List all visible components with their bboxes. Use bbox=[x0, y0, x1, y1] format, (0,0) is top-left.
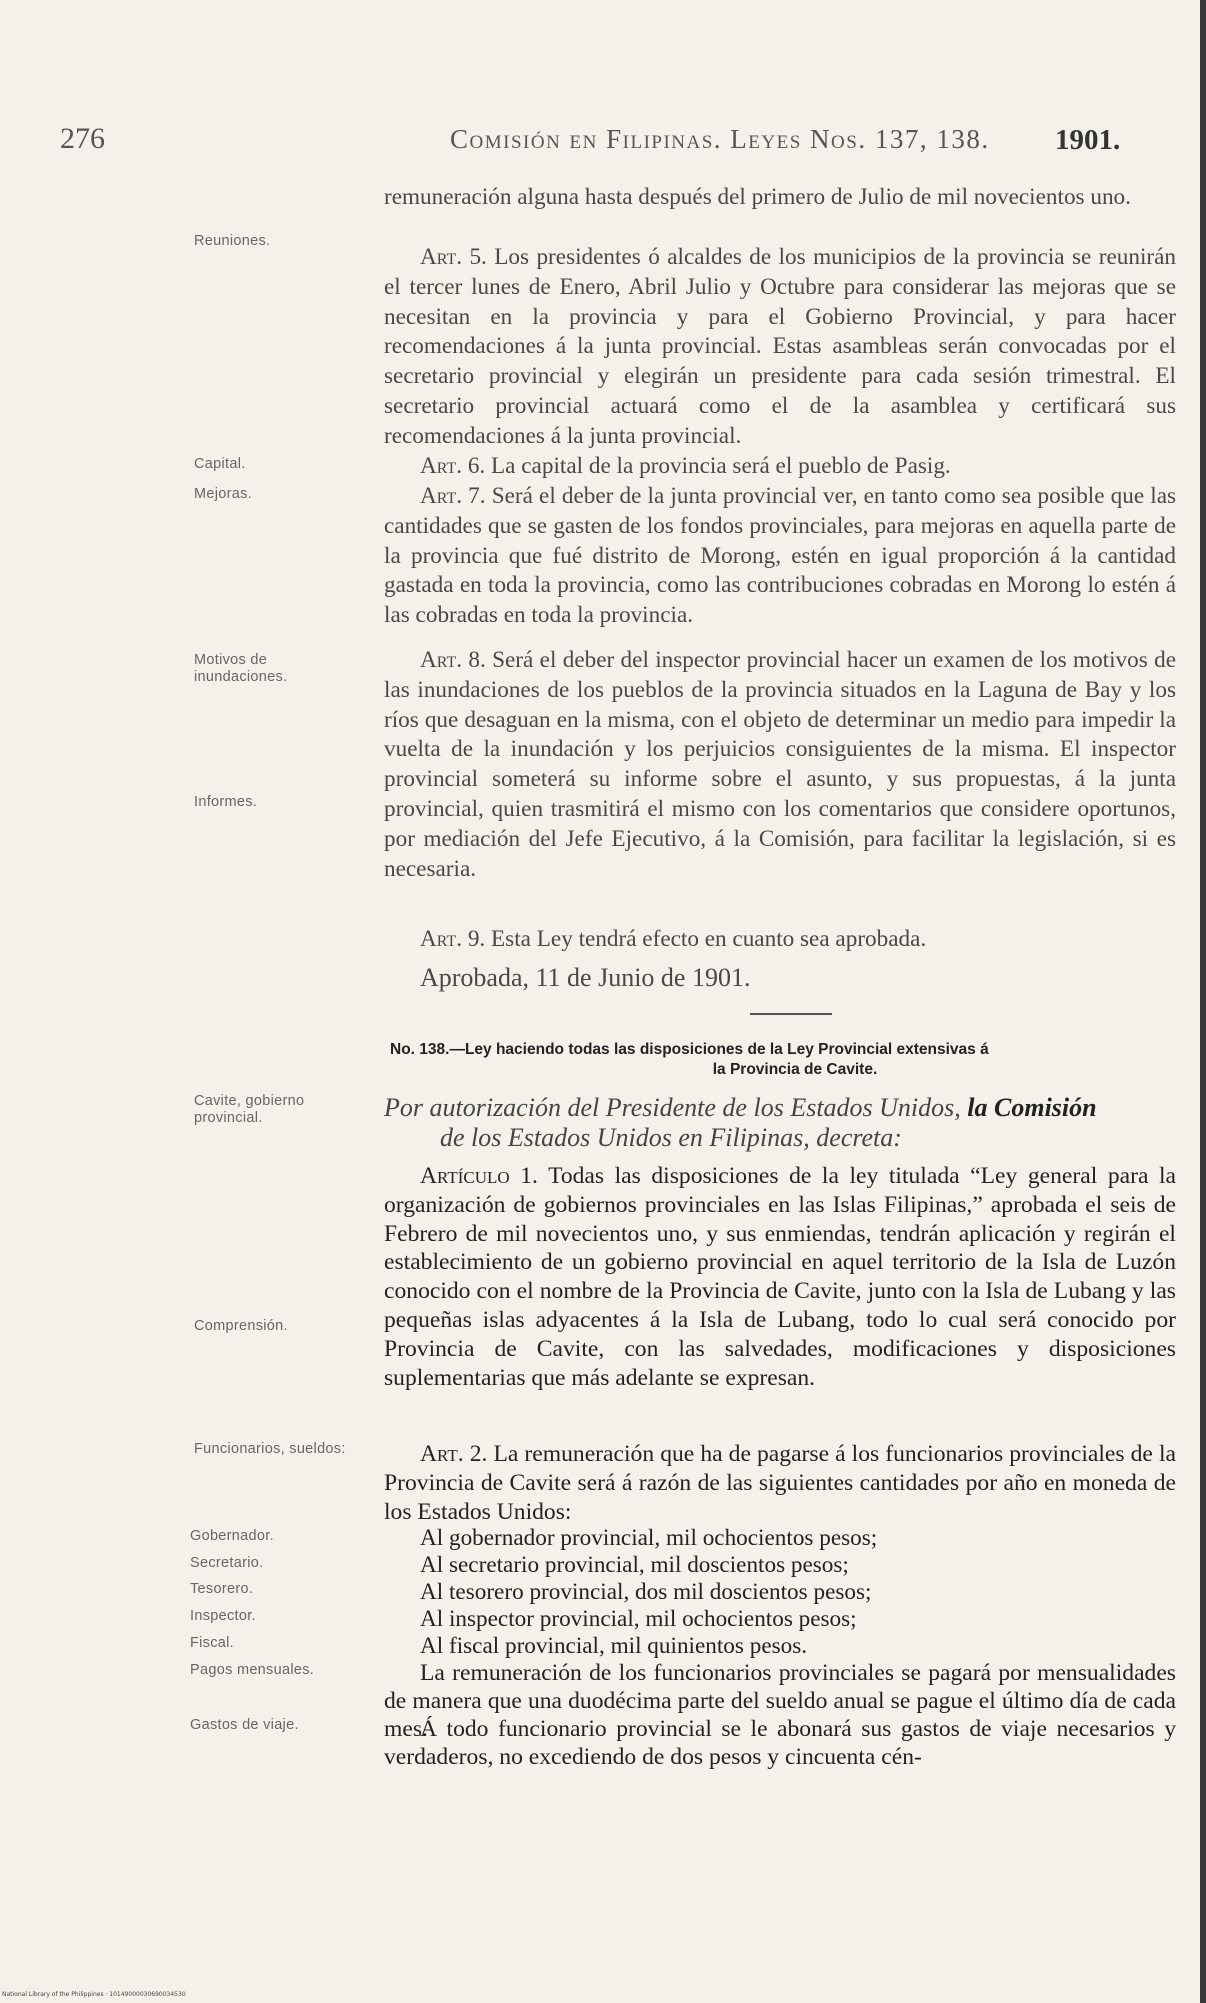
margin-note-tesorero: Tesorero. bbox=[190, 1581, 254, 1597]
margin-note-informes: Informes. bbox=[194, 794, 258, 810]
margin-note-mejoras: Mejoras. bbox=[194, 486, 252, 502]
article-label: Artículo 1. bbox=[420, 1163, 538, 1189]
salary-secretario: Al secretario provincial, mil doscientos pesos; bbox=[420, 1552, 849, 1578]
salary-inspector: Al inspector provincial, mil ochocientos pesos; bbox=[420, 1606, 857, 1632]
article-2: Art. 2. La remuneración que ha de pagarse á los funcionarios provinciales de la Provincia de Cavite será á razón de las siguientes cantidades por año en moneda de los Estados Unidos: bbox=[384, 1441, 1176, 1525]
article-label: Art. 6. bbox=[420, 453, 486, 479]
margin-note-gobernador: Gobernador. bbox=[190, 1528, 274, 1544]
article-5: Art. 5. Los presidentes ó alcaldes de los municipios de la provincia se reunirán el tercer lunes de Enero, Abril Julio y Octubre para considerar las mejoras que se necesitan en la provincia y para el Gobierno Provincial, y para hacer recomendaciones á la junta provincial. Estas asambleas serán convocadas por el secretario provincial y elegirán un presidente para cada sesión trimestral. El secretario provincial actuará como el de la asamblea y certificará sus recomendaciones á la junta provincial. bbox=[384, 244, 1176, 449]
page-number: 276 bbox=[60, 122, 105, 155]
page-header bbox=[60, 122, 1120, 162]
scan-footer: National Library of the Philippines · 10149000030690034530 bbox=[2, 1991, 186, 1998]
article-label: Art. 5. bbox=[420, 244, 487, 270]
article-1: Artículo 1. Todas las disposiciones de la ley titulada “Ley general para la organización de gobiernos provinciales en las Islas Filipinas,” aprobada el seis de Febrero de mil novecientos uno, y sus enmiendas, tendrán aplicación y regirán el establecimiento de un gobierno provincial en aquel territorio de la Isla de Luzón conocido con el nombre de la Provincia de Cavite, junto con la Isla de Lubang y las pequeñas islas adyacentes á la Isla de Lubang, todo lo cual será conocido por Provincia de Cavite, con las salvedades, modificaciones y disposiciones suplementarias que más adelante se expresan. bbox=[384, 1163, 1176, 1391]
margin-note-inspector: Inspector. bbox=[190, 1608, 256, 1624]
article-label: Art. 2. bbox=[420, 1441, 488, 1467]
margin-note-secretario: Secretario. bbox=[190, 1555, 264, 1571]
margin-note-funcionarios: Funcionarios, sueldos: bbox=[194, 1441, 346, 1457]
monthly-payments: La remuneración de los funcionarios provinciales se pagará por mensualidades de manera que una duodécima parte del sueldo anual se pague el último día de cada mes. bbox=[384, 1660, 1176, 1742]
article-6: Art. 6. La capital de la provincia será el pueblo de Pasig. bbox=[420, 453, 951, 479]
article-label: Art. 7. bbox=[420, 483, 486, 509]
salary-fiscal: Al fiscal provincial, mil quinientos pesos. bbox=[420, 1633, 808, 1659]
article-9: Art. 9. Esta Ley tendrá efecto en cuanto sea aprobada. bbox=[420, 926, 927, 952]
salary-gobernador: Al gobernador provincial, mil ochocientos pesos; bbox=[420, 1525, 878, 1551]
running-head: Comisión en Filipinas. Leyes Nos. 137, 138. bbox=[450, 124, 990, 154]
margin-note-pagos: Pagos mensuales. bbox=[190, 1662, 315, 1678]
margin-note-motivos: Motivos de inundaciones. bbox=[194, 652, 288, 685]
margin-note-comprension: Comprensión. bbox=[194, 1318, 288, 1334]
section-divider bbox=[750, 1013, 832, 1015]
law-138-title: No. 138.—Ley haciendo todas las disposiciones de la Ley Provincial extensivas á la Provincia de Cavite. bbox=[390, 1041, 989, 1078]
margin-note-gastos: Gastos de viaje. bbox=[190, 1717, 299, 1733]
approval-date: Aprobada, 11 de Junio de 1901. bbox=[420, 963, 751, 992]
margin-note-capital: Capital. bbox=[194, 456, 246, 472]
margin-note-fiscal: Fiscal. bbox=[190, 1635, 234, 1651]
salary-tesorero: Al tesorero provincial, dos mil doscientos pesos; bbox=[420, 1579, 872, 1605]
running-head-year: 1901. bbox=[1055, 124, 1121, 156]
margin-note-reuniones: Reuniones. bbox=[194, 233, 271, 249]
page-edge bbox=[1200, 0, 1206, 2003]
article-label: Art. 8. bbox=[420, 647, 486, 673]
article-8: Art. 8. Será el deber del inspector provincial hacer un examen de los motivos de las inundaciones de los pueblos de la provincia situados en la Laguna de Bay y los ríos que desaguan en la misma, con el objeto de determinar un medio para impedir la vuelta de la inundación y los perjuicios consiguientes de la misma. El inspector provincial someterá su informe sobre el asunto, y sus propuestas, á la junta provincial, quien trasmitirá el mismo con los comentarios que considere oportunos, por mediación del Jefe Ejecutivo, á la Comisión, para facilitar la legislación, si es necesaria. bbox=[384, 647, 1176, 882]
article-7: Art. 7. Será el deber de la junta provincial ver, en tanto como sea posible que las cantidades que se gasten de los fondos provinciales, para mejoras en aquella parte de la provincia que fué distrito de Morong, estén en igual proporción á la cantidad gastada en toda la provincia, como las contribuciones cobradas en Morong lo estén á las cobradas en toda la provincia. bbox=[384, 483, 1177, 629]
travel-expenses: Á todo funcionario provincial se le abonará sus gastos de viaje necesarios y verdaderos, no excediendo de dos pesos y cincuenta cén- bbox=[384, 1716, 1176, 1770]
paragraph-continuation: remuneración alguna hasta después del primero de Julio de mil novecientos uno. bbox=[384, 184, 1131, 210]
article-label: Art. 9. bbox=[420, 926, 486, 952]
enacting-clause: Por autorización del Presidente de los Estados Unidos, la Comisión de los Estados Unidos en Filipinas, decreta: bbox=[384, 1093, 1097, 1152]
margin-note-cavite: Cavite, gobierno provincial. bbox=[194, 1093, 305, 1126]
